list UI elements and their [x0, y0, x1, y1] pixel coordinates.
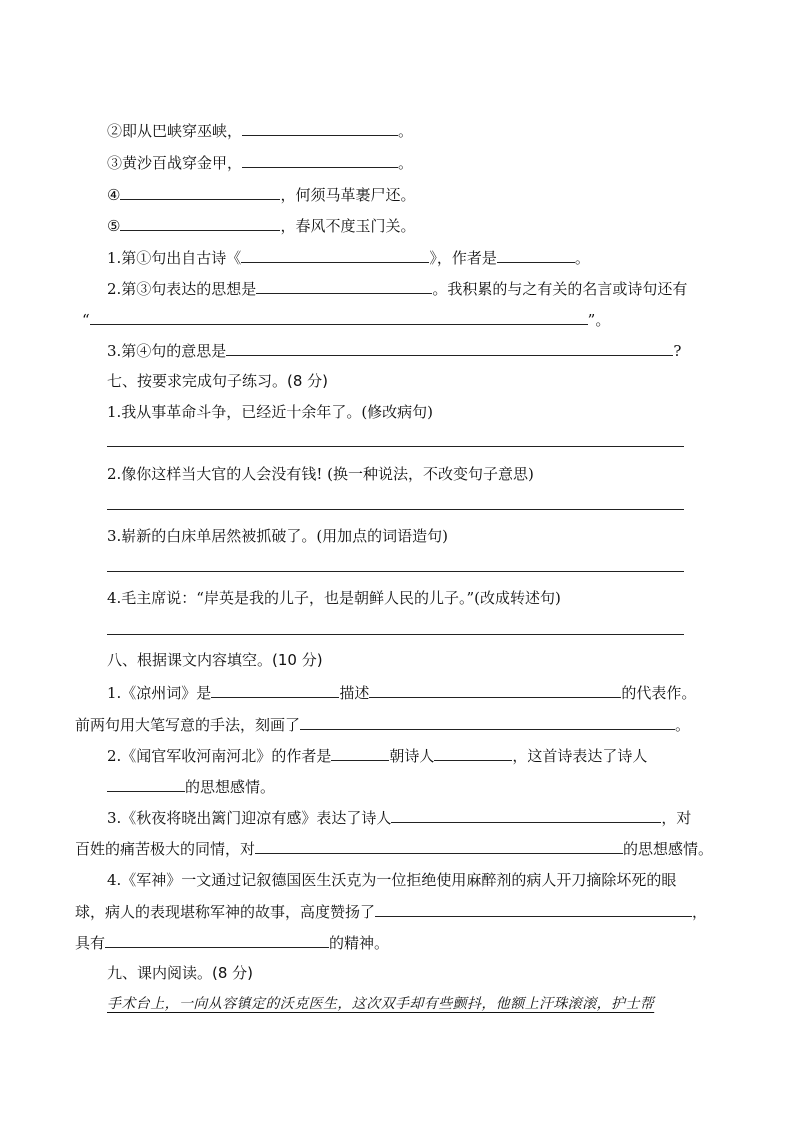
poem-line-3-text: ③黄沙百战穿金甲， [107, 154, 243, 172]
marker-5: ⑤ [107, 217, 121, 235]
blank-8-1b[interactable] [369, 682, 621, 698]
punct: ”。 [587, 311, 611, 329]
q-text: 描述 [339, 684, 370, 702]
answer-line-7-3[interactable] [107, 571, 684, 572]
q-text: ，对 [661, 809, 692, 827]
punct: “ [82, 311, 90, 329]
blank-8-1c[interactable] [300, 714, 675, 730]
q-text: 百姓的痛苦极大的同情，对 [75, 840, 256, 858]
blank-poem-title[interactable] [241, 247, 429, 263]
q-text: 具有 [75, 934, 106, 952]
question-6-2 [107, 278, 687, 298]
section-9-heading: 九、课内阅读。(8 分) [107, 964, 254, 982]
punct: 。 [675, 716, 691, 734]
q-text: 朝诗人 [389, 747, 435, 765]
section-8-heading: 八、根据课文内容填空。(10 分) [107, 651, 323, 669]
answer-line-7-4[interactable] [107, 634, 684, 635]
question-8-1 [107, 682, 696, 702]
question-8-2-cont [107, 776, 275, 796]
q-text: 2.《闻官军收河南河北》的作者是 [107, 747, 332, 765]
question-8-2 [107, 745, 647, 765]
question-8-3 [107, 807, 691, 827]
punct: 。 [398, 154, 414, 172]
question-6-3 [107, 340, 681, 360]
question-7-4: 4.毛主席说：“岸英是我的儿子，也是朝鲜人民的儿子。”(改成转述句) [107, 589, 561, 607]
blank-8-3b[interactable] [255, 838, 623, 854]
q-text: 前两句用大笔写意的手法，刻画了 [75, 716, 301, 734]
poem-line-2-text: ②即从巴峡穿巫峡， [107, 122, 243, 140]
blank-3[interactable] [242, 152, 398, 168]
blank-2[interactable] [242, 120, 398, 136]
blank-8-4b[interactable] [105, 932, 329, 948]
blank-8-1a[interactable] [211, 682, 339, 698]
q-text: 的思想感情。 [185, 778, 276, 796]
q-text: ，这首诗表达了诗人 [512, 747, 648, 765]
punct: ? [673, 342, 682, 360]
q-text: 2.第③句表达的思想是 [107, 280, 257, 298]
poem-line-5-text: ，春风不度玉门关。 [280, 217, 416, 235]
blank-poet[interactable] [434, 745, 512, 761]
q-text: 的精神。 [329, 934, 390, 952]
q-text: 的思想感情。 [623, 840, 714, 858]
poem-line-4 [107, 184, 415, 204]
blank-quote[interactable] [90, 309, 588, 325]
blank-meaning[interactable] [226, 340, 673, 356]
question-8-3-cont [75, 838, 713, 858]
question-6-1 [107, 247, 590, 267]
poem-line-5 [107, 215, 415, 235]
poem-line-3 [107, 152, 413, 172]
question-8-1-cont [75, 714, 690, 734]
poem-line-4-text: ，何须马革裹尸还。 [280, 186, 416, 204]
poem-line-2 [107, 120, 413, 140]
section-7-heading: 七、按要求完成句子练习。(8 分) [107, 372, 329, 390]
question-8-4-cont [75, 901, 707, 921]
question-7-1: 1.我从事革命斗争，已经近十余年了。(修改病句) [107, 403, 434, 421]
blank-5[interactable] [120, 215, 280, 231]
q-text: 3.《秋夜将晓出篱门迎凉有感》表达了诗人 [107, 809, 392, 827]
q-text: 的代表作。 [621, 684, 697, 702]
punct: 。 [398, 122, 414, 140]
punct: 。 [574, 249, 590, 267]
q-text: 1.《凉州词》是 [107, 684, 212, 702]
answer-line-7-1[interactable] [107, 446, 684, 447]
question-8-4-cont2 [75, 932, 389, 952]
blank-feeling[interactable] [107, 776, 185, 792]
blank-dynasty[interactable] [331, 745, 389, 761]
blank-thought[interactable] [256, 278, 432, 294]
blank-8-3a[interactable] [391, 807, 661, 823]
blank-author[interactable] [497, 247, 575, 263]
marker-4: ④ [107, 186, 121, 204]
punct: ， [692, 903, 708, 921]
q-text: 。我积累的与之有关的名言或诗句还有 [432, 280, 688, 298]
q-text: 》，作者是 [429, 249, 497, 267]
q-text: 球，病人的表现堪称军神的故事，高度赞扬了 [75, 903, 376, 921]
answer-line-7-2[interactable] [107, 509, 684, 510]
q-text: 3.第④句的意思是 [107, 342, 227, 360]
blank-4[interactable] [120, 184, 280, 200]
question-7-2: 2.像你这样当大官的人会没有钱! (换一种说法，不改变句子意思) [107, 465, 534, 483]
question-7-3: 3.崭新的白床单居然被抓破了。(用加点的词语造句) [107, 527, 449, 545]
question-8-4: 4.《军神》一文通过记叙德国医生沃克为一位拒绝使用麻醉剂的病人开刀摘除坏死的眼 [107, 871, 677, 889]
reading-passage-text: 手术台上，一向从容镇定的沃克医生，这次双手却有些颤抖，他额上汗珠滚滚，护士帮 [107, 996, 655, 1012]
q-text: 1.第①句出自古诗《 [107, 249, 242, 267]
blank-8-4a[interactable] [375, 901, 692, 917]
question-6-2-quote [82, 309, 610, 329]
